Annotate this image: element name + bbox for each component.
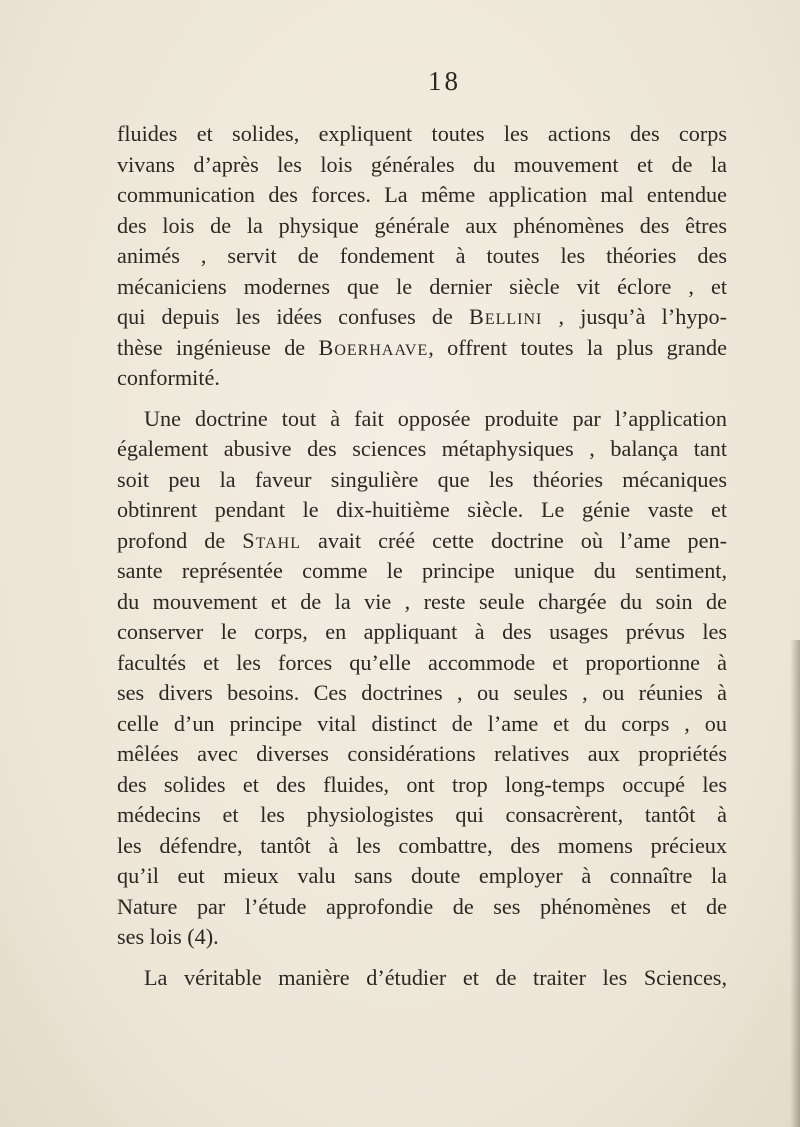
text-line: soit peu la faveur singulière que les théories mécaniques [117, 466, 727, 492]
text-line [117, 302, 727, 333]
body-text [117, 119, 727, 993]
text-line: du mouvement et de la vie , reste seule chargée du soin de [117, 588, 727, 614]
text-fragment: avait créé cette doctrine où l’ame pen- [300, 527, 727, 553]
text-line: Une doctrine tout à fait opposée produite par l’application [144, 405, 727, 431]
text-line: des lois de la physique générale aux phénomènes des êtres [117, 212, 727, 238]
text-line: conserver le corps, en appliquant à des usages prévus les [117, 619, 727, 644]
text-line: ses lois (4). [117, 924, 219, 949]
text-line [117, 333, 727, 364]
text-line: mécaniciens modernes que le dernier siècle vit éclore , et [117, 273, 727, 299]
page-number: 18 [428, 66, 461, 96]
text-line: facultés et les forces qu’elle accommode et proportionne à [117, 649, 727, 675]
text-line: conformité. [117, 365, 220, 390]
text-line: celle d’un principe vital distinct de l’ame et du corps , ou [117, 710, 727, 736]
text-line: La véritable manière d’étudier et de traiter les Sciences, [144, 964, 727, 990]
text-fragment: , jusqu’à l’hypo- [542, 304, 727, 329]
text-fragment: qui depuis les idées confuses de [117, 304, 470, 329]
text-line: médecins et les physiologistes qui consacrèrent, tantôt à [117, 802, 727, 827]
text-fragment: profond de [117, 527, 243, 553]
text-line: des solides et des fluides, ont trop long-temps occupé les [117, 771, 727, 797]
author-name-stahl: Stahl [242, 527, 301, 553]
text-line [117, 526, 727, 557]
text-line: mêlées avec diverses considérations relatives aux propriétés [117, 741, 727, 766]
paragraph-3 [117, 963, 727, 994]
text-line: également abusive des sciences métaphysiques , balança tant [117, 436, 727, 461]
text-fragment: , offrent toutes la plus grande [428, 334, 727, 360]
paragraph-1 [117, 119, 727, 394]
author-name-bellini: Bellini [469, 304, 543, 329]
text-line: animés , servit de fondement à toutes les théories des [117, 243, 727, 268]
page-edge-shadow [790, 640, 800, 1127]
text-line: ses divers besoins. Ces doctrines , ou seules , ou réunies à [117, 680, 727, 705]
text-line: qu’il eut mieux valu sans doute employer à connaître la [117, 863, 727, 888]
text-line: fluides et solides, expliquent toutes les actions des corps [117, 121, 727, 146]
text-line: vivans d’après les lois générales du mouvement et de la [117, 151, 727, 177]
text-line: Nature par l’étude approfondie de ses phénomènes et de [117, 893, 727, 919]
text-fragment: thèse ingénieuse de [117, 334, 319, 360]
text-line: communication des forces. La même application mal entendue [117, 182, 727, 207]
paragraph-2 [117, 404, 727, 953]
text-line: obtinrent pendant le dix-huitième siècle. Le génie vaste et [117, 497, 727, 522]
author-name-boerhaave: Boerhaave [318, 334, 429, 360]
text-line: sante représentée comme le principe unique du sentiment, [117, 558, 727, 583]
text-line: les défendre, tantôt à les combattre, des momens précieux [117, 832, 727, 858]
